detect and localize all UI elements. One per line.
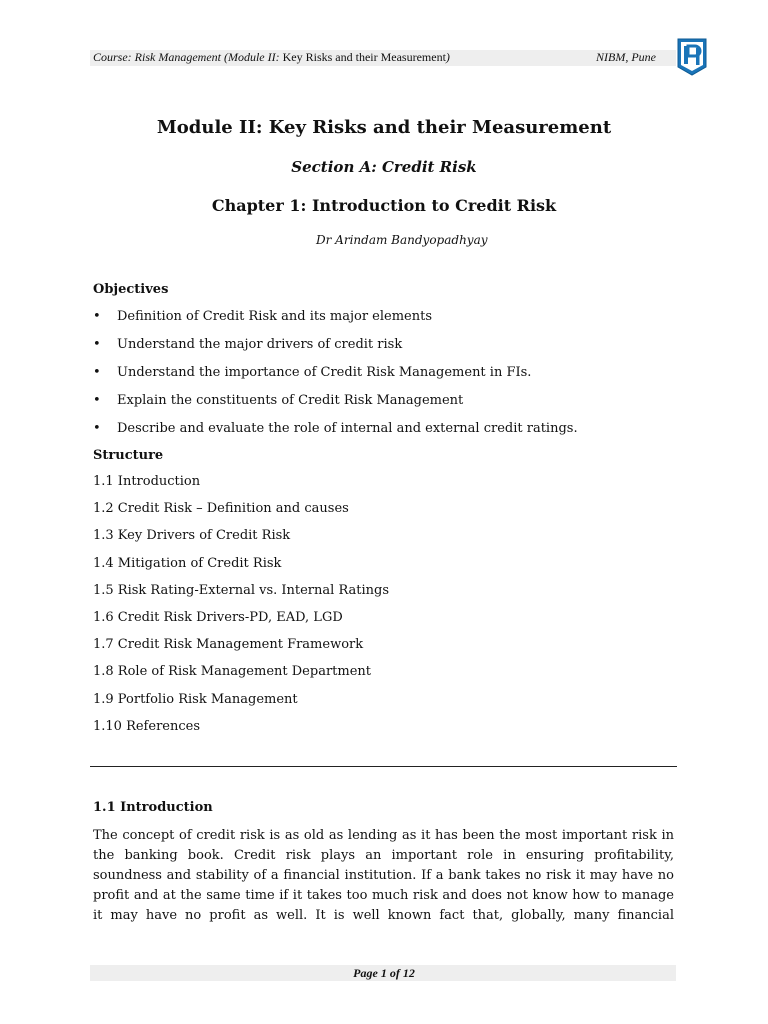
section-title: Section A: Credit Risk <box>291 158 477 176</box>
bullet-icon: • <box>93 421 101 436</box>
list-item <box>93 421 578 449</box>
list-item: 1.5 Risk Rating-External vs. Internal Ratings <box>93 582 390 598</box>
list-item <box>93 393 578 421</box>
bullet-icon: • <box>93 309 101 324</box>
list-item: 1.9 Portfolio Risk Management <box>93 691 298 707</box>
header-course-prefix: Course: Risk Management (Module II: <box>93 50 283 64</box>
bullet-icon: • <box>93 365 101 380</box>
list-item: 1.7 Credit Risk Management Framework <box>93 637 364 653</box>
list-item: 1.1 Introduction <box>93 474 201 489</box>
section-divider <box>90 766 677 767</box>
author-name: Dr Arindam Bandyopadhyay <box>316 233 488 247</box>
objectives-heading: Objectives <box>93 282 169 297</box>
header-organization: NIBM, Pune <box>596 50 656 64</box>
list-item: 1.6 Credit Risk Drivers-PD, EAD, LGD <box>93 609 343 625</box>
list-item: 1.10 References <box>93 718 200 734</box>
objective-text: Understand the major drivers of credit risk <box>117 337 403 352</box>
structure-list <box>93 474 389 746</box>
introduction-heading: 1.1 Introduction <box>93 800 213 815</box>
list-item: 1.2 Credit Risk – Definition and causes <box>93 501 349 517</box>
chapter-title: Chapter 1: Introduction to Credit Risk <box>211 196 557 215</box>
header-course-module-title: Key Risks and their Measurement <box>282 50 446 64</box>
bullet-icon: • <box>93 393 101 408</box>
list-item <box>93 337 578 365</box>
page-number: Page 1 of 12 <box>353 966 415 980</box>
objective-text: Definition of Credit Risk and its major elements <box>117 309 432 324</box>
objective-text: Explain the constituents of Credit Risk Management <box>117 393 464 408</box>
structure-heading: Structure <box>93 448 164 463</box>
header-course-title <box>93 50 450 65</box>
list-item <box>93 309 578 337</box>
list-item <box>93 365 578 393</box>
module-title: Module II: Key Risks and their Measurement <box>156 117 612 138</box>
objectives-list <box>93 309 578 449</box>
list-item: 1.4 Mitigation of Credit Risk <box>93 555 282 571</box>
header-course-suffix: ) <box>445 50 450 64</box>
list-item: 1.3 Key Drivers of Credit Risk <box>93 528 291 544</box>
bullet-icon: • <box>93 337 101 352</box>
objective-text: Understand the importance of Credit Risk Management in FIs. <box>117 365 532 380</box>
objective-text: Describe and evaluate the role of internal and external credit ratings. <box>117 421 578 436</box>
introduction-paragraph: The concept of credit risk is as old as lending as it has been the most important risk in the banking book. Credit risk plays an important role in ensuring profitability, soundness and stability of a financial institution. If a bank takes no risk it may have no profit and at the same time if it takes too much risk and does not know how to manage it may have no profit as well. It is well known fact that, globally, many financial <box>93 828 674 923</box>
list-item: 1.8 Role of Risk Management Department <box>93 664 371 680</box>
nibm-logo-icon <box>675 37 709 77</box>
